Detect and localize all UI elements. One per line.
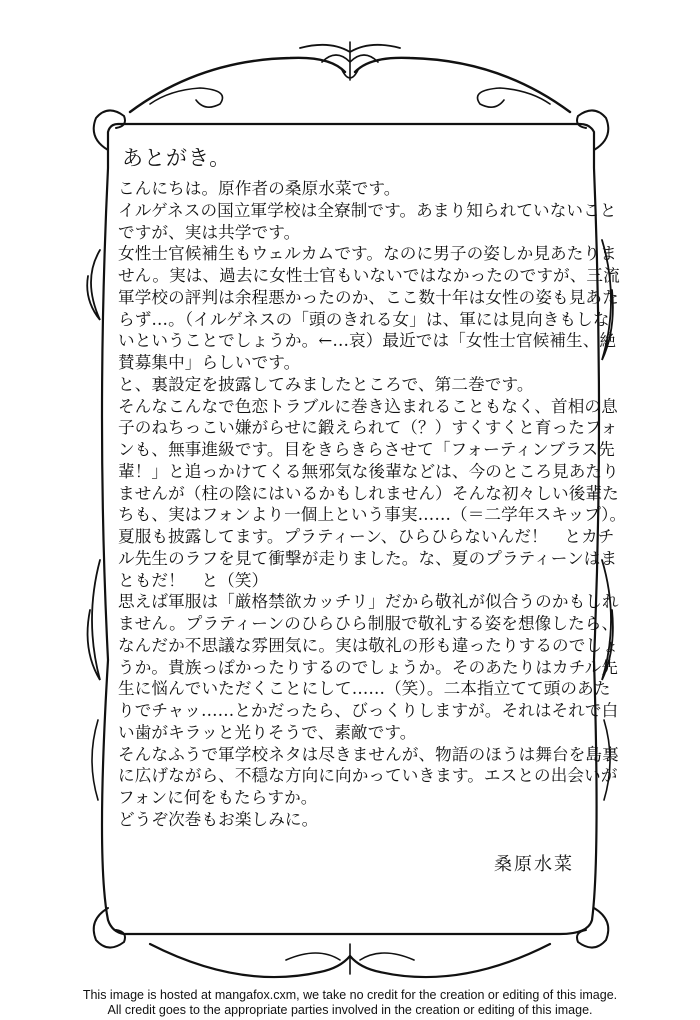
body-line: こんにちは。原作者の桑原水菜です。 [118,179,401,198]
body-line: イルゲネスの国立軍学校は全寮制です。あまり知られていないこと [118,200,617,220]
body-line: と、裏設定を披露してみましたところで、第二巻です。 [118,374,534,394]
body-line: ですが、実は共学です。 [118,222,301,242]
author-signature: 桑原水菜 [494,854,574,875]
hosting-credit-line-2: All credit goes to the appropriate parties involved in the creation or editing of this image. [107,1003,593,1017]
hosting-credit-line-1: This image is hosted at mangafox.cxm, we take no credit for the creation or editing of this image. [82,988,618,1002]
body-line: 生に悩んでいただくことにして……（笑）。二本指立てて頭のあた [118,679,611,699]
body-line: そんなふうで軍学校ネタは尽きませんが、物語のほうは舞台を島裏 [118,744,619,764]
body-line: ませんが（柱の陰にはいるかもしれません）そんな初々しい後輩た [118,483,619,503]
body-line: ちも、実はフォンより一個上という事実……（＝二学年スキップ）。 [118,505,627,525]
body-line: 軍学校の評判は余程悪かったのか、ここ数十年は女性の姿も見あた [118,287,619,307]
body-line: ともだ！ と（笑） [118,570,269,590]
afterword-body [118,178,627,831]
body-line: ル先生のラフを見て衝撃が走りました。な、夏のプラティーンはま [118,548,618,568]
body-line: 女性士官候補生もウェルカムです。なのに男子の姿しか見あたりま [118,244,617,264]
body-line: 夏服も披露してます。プラティーン、ひらひらないんだ！ とカチ [118,527,615,546]
body-line: うか。貴族っぽかったりするのでしょうか。そのあたりはカチル先 [118,657,618,677]
body-line: に広げながら、不穏な方向に向かっていきます。エスとの出会いが [118,766,618,786]
body-line: らず…。（イルゲネスの「頭のきれる女」は、軍には見向きもしな [118,309,610,329]
body-line: 思えば軍服は「厳格禁欲カッチリ」だから敬礼が似合うのかもしれ [118,592,619,612]
body-line: ンも、無事進級です。目をきらきらさせて「フォーティンブラス先 [118,440,615,459]
body-line: どうぞ次巻もお楽しみに。 [118,809,319,829]
body-line: フォンに何をもたらすか。 [118,788,318,807]
body-line: いということでしょうか。←…哀）最近では「女性士官候補生、絶 [118,331,617,351]
body-line: せん。実は、過去に女性士官もいないではなかったのですが、三流 [118,266,620,285]
body-line: そんなこんなで色恋トラブルに巻き込まれることもなく、首相の息 [118,396,618,416]
body-line: い歯がキラッと光りそうで、素敵です。 [118,722,417,742]
body-line: ません。プラティーンのひらひら制服で敬礼する姿を想像したら、 [118,614,619,633]
body-line: 輩！」と追っかけてくる無邪気な後輩などは、今のところ見あたり [118,461,619,481]
body-line: りでチャッ……とかだったら、びっくりしますが。それはそれで白 [118,701,619,720]
afterword-heading: あとがき。 [122,146,232,170]
body-line: なんだか不思議な雰囲気に。実は敬礼の形も違ったりするのでしょ [118,635,619,655]
body-line: 子のねちっこい嫌がらせに鍛えられて（？）すくすくと育ったフォ [118,418,618,438]
body-line: 賛募集中」らしいです。 [118,353,301,372]
